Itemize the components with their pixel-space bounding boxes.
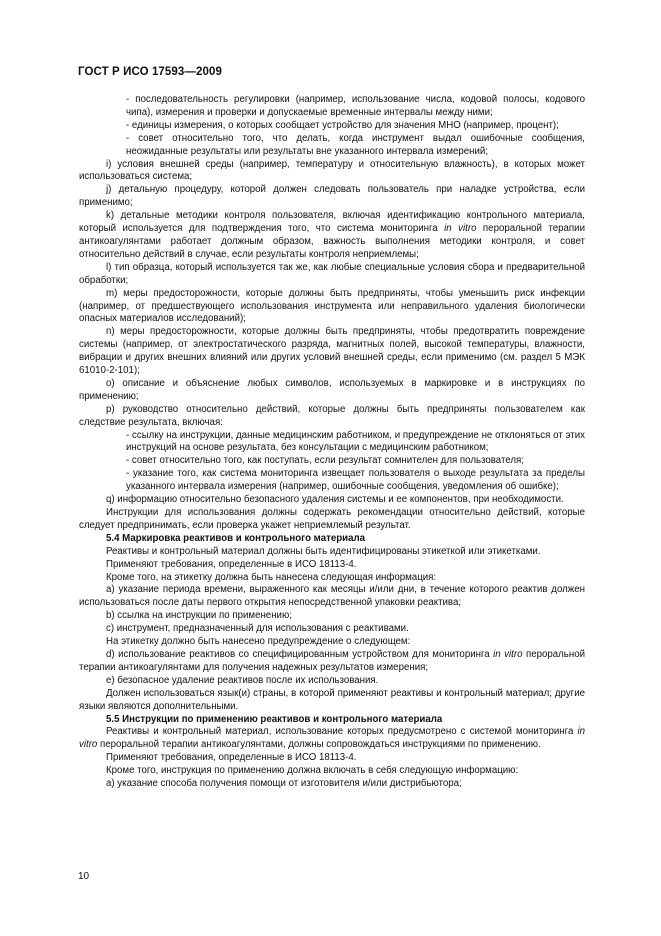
paragraph: p) руководство относительно действий, которые должны быть предприняты пользователем как следствие результата, включая: bbox=[79, 403, 585, 428]
paragraph: Кроме того, инструкция по применению должна включать в себя следующую информацию: bbox=[106, 765, 519, 777]
paragraph: j) детальную процедуру, которой должен следовать пользователь при наладке устройства, если применимо; bbox=[79, 184, 585, 209]
paragraph: l) тип образца, который используется так же, как любые специальные условия сбора и предварительной обработки; bbox=[79, 261, 585, 286]
paragraph: На этикетку должно быть нанесено предупреждение о следующем: bbox=[106, 636, 411, 648]
dash-list-item: - последовательность регулировки (например, использование числа, кодовой полосы, кодового чипа), измерения и проверки и допускаемые временные интервалы между ними; bbox=[126, 94, 585, 118]
paragraph: c) инструмент, предназначенный для использования с реактивами. bbox=[106, 623, 409, 635]
dash-list-item: - указание того, как система мониторинга извещает пользователя о выходе результата за пределы указанного интервала измерения (например, ошибочные сообщения, уведомления об ошибке); bbox=[126, 468, 585, 493]
section-heading: 5.4 Маркировка реактивов и контрольного материала bbox=[106, 532, 366, 544]
paragraph: a) указание способа получения помощи от изготовителя и/или дистрибьютора; bbox=[106, 778, 462, 790]
paragraph: Кроме того, на этикетку должна быть нанесена следующая информация: bbox=[106, 571, 437, 583]
dash-list-item: - совет относительно того, как поступать, если результат сомнителен для пользователя; bbox=[126, 455, 524, 467]
paragraph: i) условия внешней среды (например, температуру и относительную влажность), в которых может использоваться система; bbox=[79, 158, 585, 183]
paragraph: e) безопасное удаление реактивов после их использования. bbox=[106, 674, 379, 686]
paragraph: Реактивы и контрольный материал, использование которых предусмотрено с системой мониторинга in vitro пероральной терапии антикоагулянтами, должны сопровождаться инструкциями по применению. bbox=[79, 726, 585, 751]
paragraph: Применяют требования, определенные в ИСО 18113-4. bbox=[106, 558, 357, 570]
paragraph: k) детальные методики контроля пользователя, включая идентификацию контрольного материала, который используется для подтверждения того, что система мониторинга in vitro пероральной терапии антикоагулянтами работает должным образом, важность выполнения методики контроля, и совет относительно действий в случае, если результаты контроля неприемлемы; bbox=[79, 210, 585, 260]
paragraph: q) информацию относительно безопасного удаления системы и ее компонентов, при необходимости. bbox=[106, 494, 564, 506]
document-body bbox=[79, 94, 585, 791]
paragraph: o) описание и объяснение любых символов, используемых в маркировке и в инструкциях по применению; bbox=[79, 377, 585, 402]
paragraph: Должен использоваться язык(и) страны, в которой применяют реактивы и контрольный материал; другие языки являются дополнительными. bbox=[79, 687, 585, 712]
paragraph: Инструкции для использования должны содержать рекомендации относительно действий, которые следует предпринимать, если проверка укажет неприемлемый результат. bbox=[79, 507, 585, 531]
paragraph: a) указание периода времени, выраженного как месяцы и/или дни, в течение которого реактив должен использоваться после даты первого открытия непосредственной упаковки реактива; bbox=[79, 584, 585, 609]
paragraph: b) ссылка на инструкции по применению; bbox=[106, 610, 292, 622]
dash-list-item: - единицы измерения, о которых сообщает устройство для значения МНО (например, процент); bbox=[126, 119, 559, 131]
paragraph: Реактивы и контрольный материал должны быть идентифицированы этикеткой или этикетками. bbox=[106, 545, 541, 557]
dash-list-item: - ссылку на инструкции, данные медицинским работником, и предупреждение не отклоняться от этих инструкций на основе результата, без консультации с медицинским работником; bbox=[126, 429, 585, 454]
document-header: ГОСТ Р ИСО 17593—2009 bbox=[78, 66, 223, 78]
section-heading: 5.5 Инструкции по применению реактивов и контрольного материала bbox=[106, 713, 443, 725]
paragraph: m) меры предосторожности, которые должны быть предприняты, чтобы уменьшить риск инфекции (например, от предшествующего использования инструмента или неправильного удаления биологически опасных материалов исследований); bbox=[79, 287, 585, 325]
paragraph: Применяют требования, определенные в ИСО 18113-4. bbox=[106, 752, 357, 764]
page-number: 10 bbox=[78, 871, 90, 882]
paragraph: n) меры предосторожности, которые должны быть предприняты, чтобы предотвратить повреждение системы (например, от электростатического разряда, магнитных полей, высокой температуры, влажности, вибрации и других внешних влияний или других условий внешней среды, если применимо (см. раздел 5 МЭК 61010-2-101); bbox=[79, 326, 585, 377]
dash-list-item: - совет относительно того, что делать, когда инструмент выдал ошибочные сообщения, неожиданные результаты или результаты вне указанного интервала измерений; bbox=[126, 132, 585, 157]
paragraph: d) использование реактивов со специфицированным устройством для мониторинга in vitro пероральной терапии антикоагулянтами для получения надежных результатов измерения; bbox=[79, 648, 585, 673]
